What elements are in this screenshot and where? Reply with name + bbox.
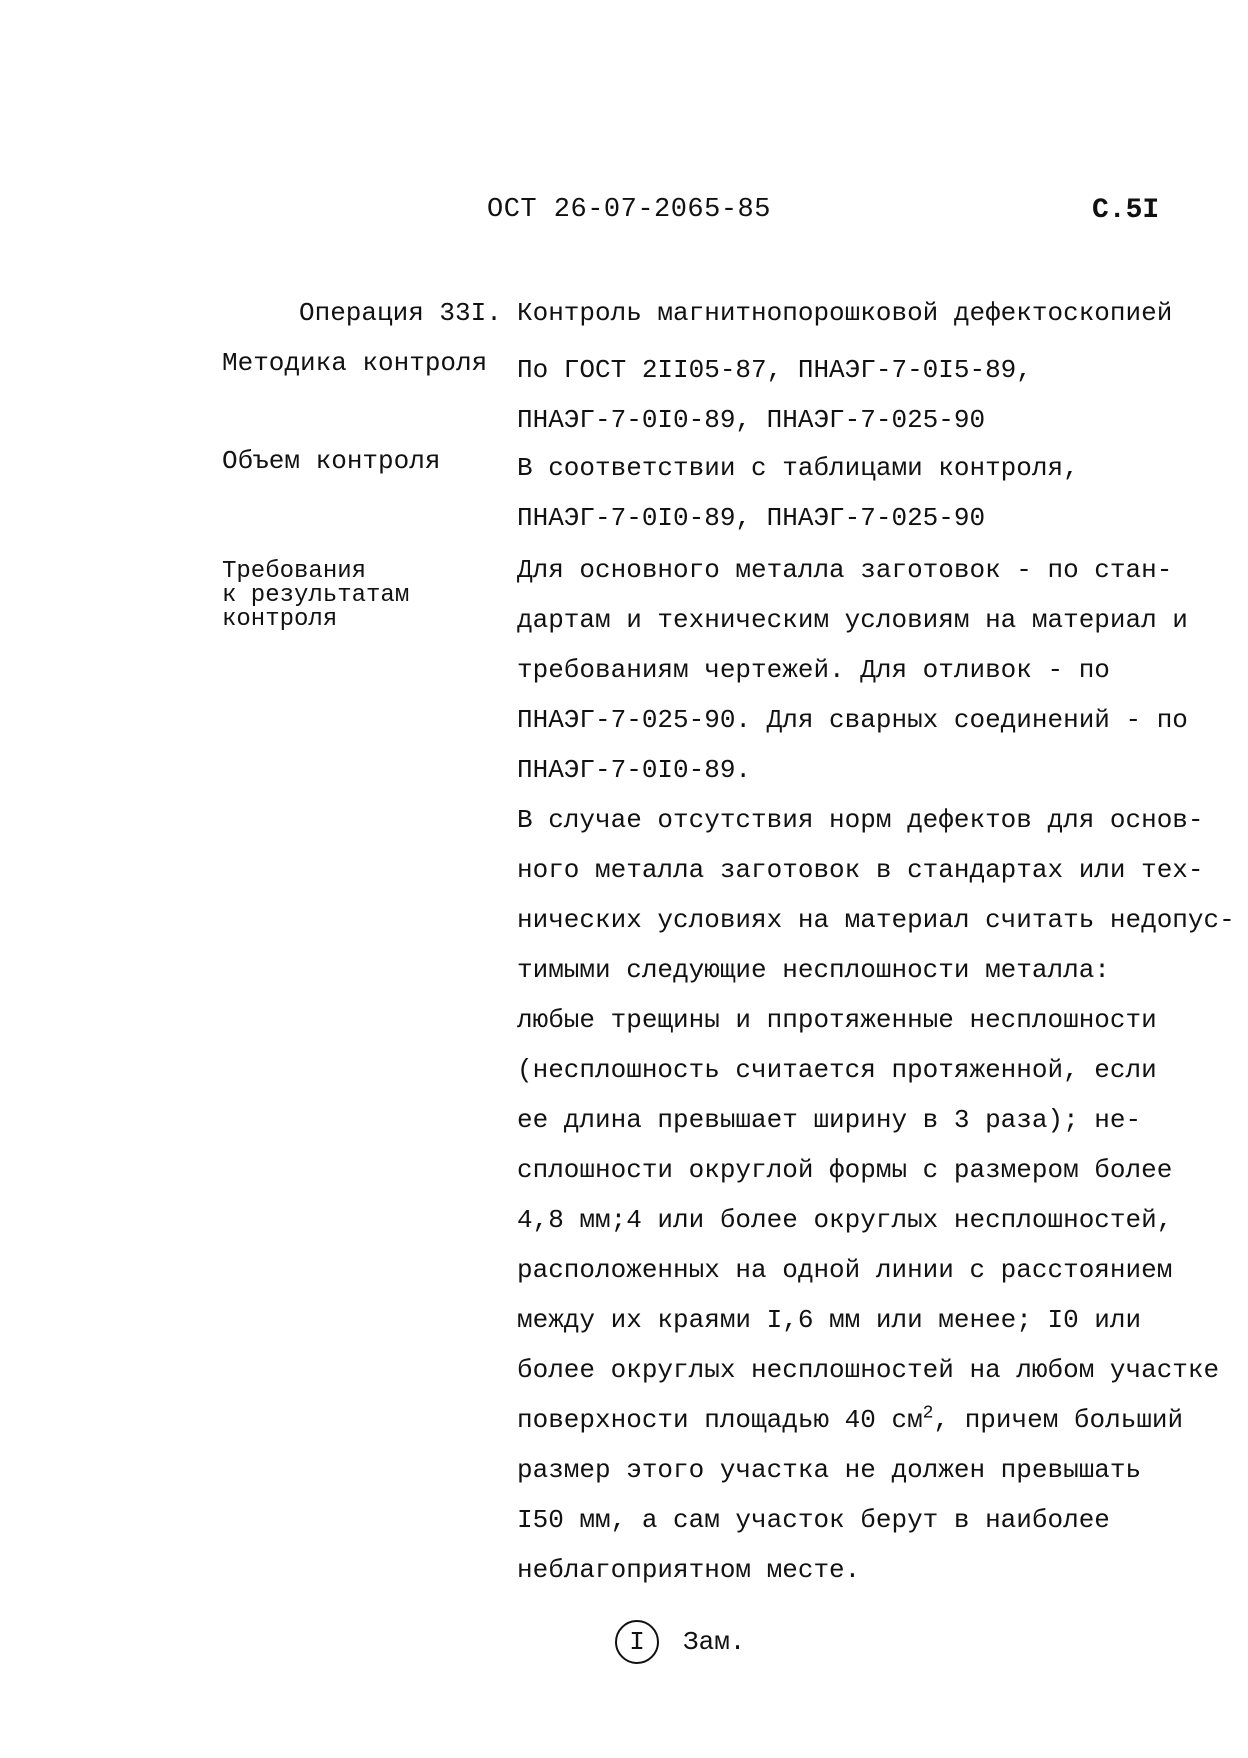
requirements-line: расположенных на одной линии с расстоянием — [517, 1255, 1173, 1285]
requirements-label-line: Требования — [222, 558, 367, 585]
requirements-line: ного металла заготовок в стандартах или тех- — [517, 855, 1204, 885]
requirements-line: тимыми следующие несплошности металла: — [517, 955, 1110, 985]
operation-label: Операция 33I. — [299, 298, 502, 328]
method-label: Методика контроля — [222, 348, 488, 378]
requirements-line: 4,8 мм;4 или более округлых несплошностей, — [517, 1205, 1173, 1235]
method-line: По ГОСТ 2II05-87, ПНАЭГ-7-0I5-89, — [517, 355, 1032, 385]
requirements-line: требованиям чертежей. Для отливок - по — [517, 655, 1110, 685]
scope-value — [517, 443, 1079, 543]
requirements-line: любые трещины и ппротяженные несплошности — [517, 1005, 1157, 1035]
requirements-area-line — [517, 1395, 1235, 1445]
area-text-continued: , причем больший — [933, 1405, 1184, 1435]
requirements-line: I50 мм, а сам участок берут в наиболее — [517, 1505, 1110, 1535]
revision-text: Зам. — [683, 1627, 746, 1657]
requirements-label-line: контроля — [222, 606, 338, 633]
revision-stamp — [615, 1617, 745, 1667]
requirements-label-line: к результатам — [222, 582, 410, 609]
method-line: ПНАЭГ-7-0I0-89, ПНАЭГ-7-025-90 — [517, 405, 986, 435]
revision-number-circle — [615, 1620, 659, 1664]
requirements-line: неблагоприятном месте. — [517, 1555, 861, 1585]
requirements-line: ПНАЭГ-7-0I0-89. — [517, 755, 752, 785]
requirements-line: размер этого участка не должен превышать — [517, 1455, 1142, 1485]
page-number: С.5I — [1092, 195, 1160, 226]
document-code: ОСТ 26-07-2065-85 — [487, 195, 771, 225]
area-text: поверхности площадью 40 см — [517, 1405, 923, 1435]
requirements-line: (несплошность считается протяженной, если — [517, 1055, 1157, 1085]
scope-label: Объем контроля — [222, 446, 441, 476]
method-value — [517, 345, 1032, 445]
requirements-line: нических условиях на материал считать недопус- — [517, 905, 1235, 935]
requirements-line: ПНАЭГ-7-025-90. Для сварных соединений - по — [517, 705, 1188, 735]
requirements-line: В случае отсутствия норм дефектов для основ- — [517, 805, 1204, 835]
requirements-line: более округлых несплошностей на любом участке — [517, 1355, 1220, 1385]
scope-line: В соответствии с таблицами контроля, — [517, 453, 1079, 483]
requirements-line: сплошности округлой формы с размером более — [517, 1155, 1173, 1185]
revision-number: I — [629, 1627, 645, 1657]
requirements-line: ее длина превышает ширину в 3 раза); не- — [517, 1105, 1142, 1135]
requirements-value — [517, 545, 1235, 1595]
requirements-line: Для основного металла заготовок - по стан- — [517, 555, 1173, 585]
requirements-line: дартам и техническим условиям на материал и — [517, 605, 1188, 635]
requirements-line: между их краями I,6 мм или менее; I0 или — [517, 1305, 1142, 1335]
operation-title: Контроль магнитнопорошковой дефектоскопией — [517, 298, 1173, 328]
area-superscript: 2 — [922, 1403, 934, 1424]
requirements-label — [222, 560, 409, 632]
scope-line: ПНАЭГ-7-0I0-89, ПНАЭГ-7-025-90 — [517, 503, 986, 533]
